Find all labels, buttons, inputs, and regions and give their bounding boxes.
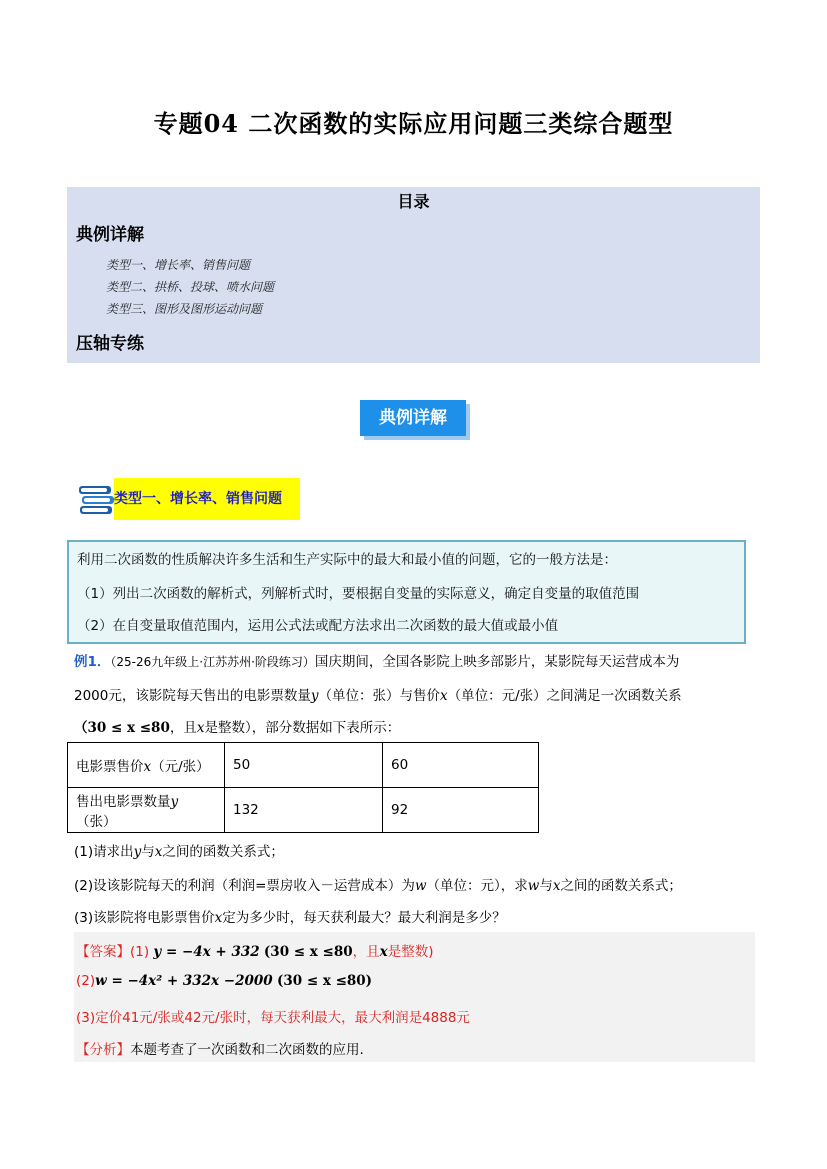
var-y: y	[170, 794, 179, 810]
var-x: x	[552, 878, 561, 894]
example-text-2c: （单位：元/张）之间满足一次函数关系	[447, 688, 682, 704]
table-cell: 60	[383, 743, 539, 788]
answer-1-formula: y = −4x + 332	[153, 944, 260, 960]
toc-section-examples[interactable]: 典例详解	[76, 225, 144, 245]
toc-item-type2[interactable]: 类型二、拱桥、投球、喷水问题	[106, 280, 275, 294]
var-x: x	[143, 759, 152, 775]
example-text-2b: （单位：张）与售价	[318, 688, 440, 704]
table-cell: 132	[225, 788, 383, 833]
q1-text-c: 之间的函数关系式；	[162, 844, 284, 860]
q1-text-b: 与	[141, 844, 155, 860]
analysis-tag: 【分析】	[76, 1042, 130, 1058]
label-text: 电影票售价	[76, 759, 144, 775]
answer-tag: 【答案】	[76, 944, 130, 960]
page-title: 专题04 二次函数的实际应用问题三类综合题型	[153, 109, 674, 138]
var-w: w	[527, 878, 540, 894]
table-cell: 92	[383, 788, 539, 833]
table-cell-label	[68, 788, 225, 833]
example-text-3c: 是整数），部分数据如下表所示：	[204, 720, 401, 736]
toc-item-type3[interactable]: 类型三、图形及图形运动问题	[106, 302, 263, 316]
label-unit: （张）	[76, 814, 117, 830]
answer-2-prefix: (2)	[76, 973, 96, 989]
var-x: x	[154, 844, 163, 860]
q2-text: (2)设该影院每天的利润（利润=票房收入－运营成本）为	[74, 878, 415, 894]
q1-text: (1)请求出	[74, 844, 134, 860]
example-line-1	[74, 650, 679, 670]
toc-section-practice[interactable]: 压轴专练	[76, 334, 144, 354]
q3-text-b: 定为多少时，每天获利最大？最大利润是多少？	[222, 910, 506, 926]
section-banner: 典例详解	[360, 400, 466, 436]
example-source: （25-26九年级上·江苏苏州·阶段练习）	[110, 655, 315, 669]
table-row	[68, 788, 539, 833]
question-3	[74, 906, 506, 926]
q2-text-c: 与	[539, 878, 553, 894]
books-icon	[76, 482, 116, 520]
example-text-2a: 2000元，该影院每天售出的电影票数量	[74, 688, 311, 704]
method-step-2: （2）在自变量取值范围内，运用公式法或配方法求出二次函数的最大值或最小值	[77, 618, 559, 634]
data-table	[67, 742, 539, 833]
answer-3: (3)定价41元/张或42元/张时，每天获利最大，最大利润是4888元	[76, 1010, 470, 1026]
var-x: x	[440, 688, 448, 704]
var-w: w	[414, 878, 427, 894]
var-y: y	[133, 844, 142, 860]
example-label: 例	[74, 654, 88, 670]
table-cell-label	[68, 743, 225, 788]
answer-1-prefix: (1)	[130, 944, 150, 960]
var-y: y	[310, 688, 319, 704]
example-text-3b: ，且	[169, 720, 197, 736]
table-cell: 50	[225, 743, 383, 788]
answer-box	[74, 932, 755, 1062]
banner-decoration	[364, 395, 394, 399]
answer-2-formula: w = −4x² + 332x −2000	[95, 973, 273, 989]
table-row	[68, 743, 539, 788]
range-expression: （30 ≤ x ≤80	[74, 720, 170, 736]
question-2	[74, 874, 682, 894]
method-intro: 利用二次函数的性质解决许多生活和生产实际中的最大和最小值的问题，它的一般方法是：	[77, 552, 617, 568]
answer-2-range: (30 ≤ x ≤80)	[276, 973, 373, 989]
analysis	[76, 1038, 364, 1058]
var-x: x	[379, 944, 388, 960]
answer-2	[76, 973, 372, 989]
answer-1-range: (30 ≤ x ≤80	[263, 944, 353, 960]
example-line-2	[74, 684, 682, 704]
example-text-1: 国庆期间，全国各影院上映多部影片，某影院每天运营成本为	[314, 654, 680, 670]
answer-1-suffix: ，且	[352, 944, 380, 960]
answer-1-suffix-b: 是整数)	[387, 944, 434, 960]
var-x: x	[214, 910, 223, 926]
answer-1	[76, 940, 434, 960]
label-unit: （元/张）	[151, 759, 210, 775]
q3-text: (3)该影院将电影票售价	[74, 910, 215, 926]
method-box	[67, 540, 746, 644]
type-label: 类型一、增长率、销售问题	[114, 478, 300, 520]
example-number: 1．	[87, 654, 111, 670]
q2-text-b: （单位：元），求	[426, 878, 528, 894]
toc-heading: 目录	[397, 192, 430, 211]
table-of-contents	[67, 187, 760, 363]
analysis-text: 本题考查了一次函数和二次函数的应用.	[130, 1042, 364, 1058]
example-line-3	[74, 716, 400, 736]
method-step-1: （1）列出二次函数的解析式，列解析式时，要根据自变量的实际意义，确定自变量的取值范围	[77, 586, 640, 602]
q2-text-d: 之间的函数关系式；	[560, 878, 682, 894]
question-1	[74, 840, 284, 860]
var-x: x	[196, 720, 205, 736]
label-text: 售出电影票数量	[76, 794, 171, 810]
toc-item-type1[interactable]: 类型一、增长率、销售问题	[106, 258, 251, 272]
